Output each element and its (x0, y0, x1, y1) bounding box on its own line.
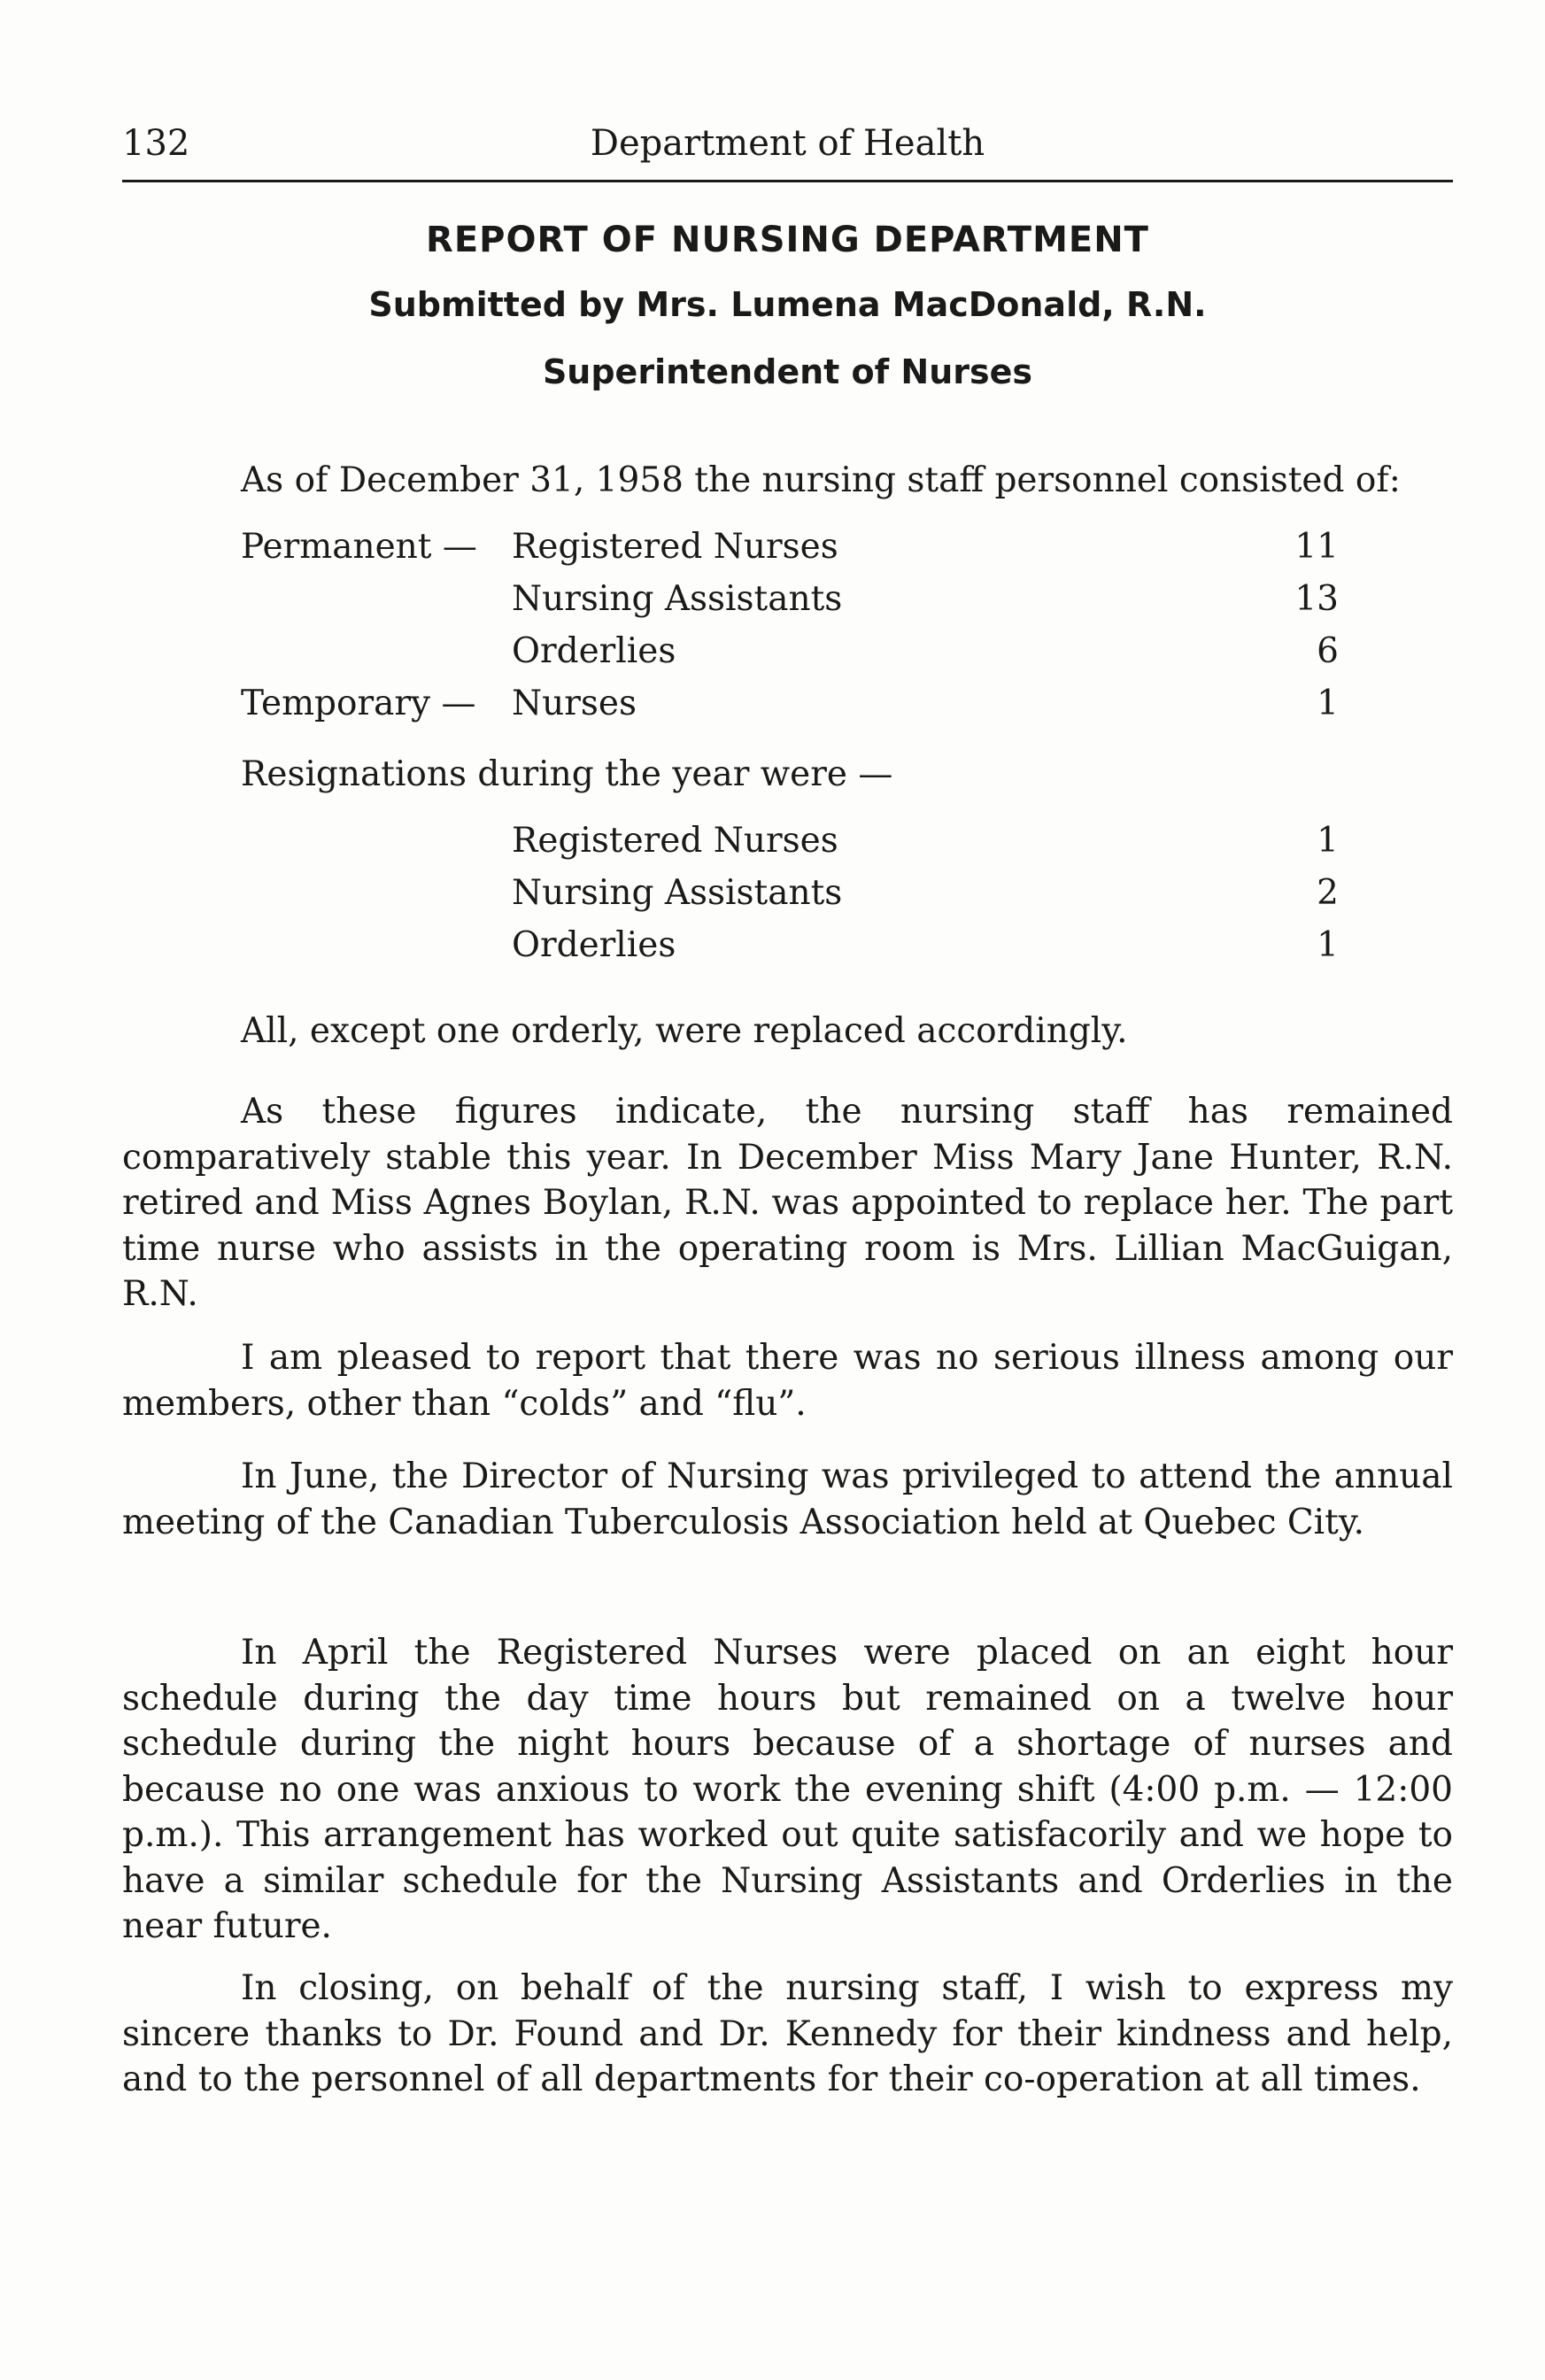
staff-row (241, 630, 1339, 682)
report-author: Submitted by Mrs. Lumena MacDonald, R.N. (368, 285, 1207, 324)
header-rule (122, 180, 1453, 182)
paragraph-health: I am pleased to report that there was no serious illness among our members, other than “colds” and “flu”. (122, 1338, 1453, 1424)
paragraph-meeting: In June, the Director of Nursing was privileged to attend the annual meeting of the Canadian Tuberculosis Association held at Quebec City. (122, 1457, 1453, 1542)
resignation-count: 2 (1317, 873, 1339, 913)
replaced-note: All, except one orderly, were replaced accordingly. (241, 1011, 1128, 1051)
staff-position: Registered Nurses (512, 527, 838, 567)
staff-row (241, 525, 1339, 577)
paragraph-schedule: In April the Registered Nurses were placed on an eight hour schedule during the day time hours but remained on a twelve hour schedule during the night hours because of a shortage of nurses and because no one was anxious to work the evening shift (4:00 p.m. — 12:00 p.m.). This arrangement has worked out quite satisfacorily and we hope to have a similar schedule for the Nursing Assistants and Orderlies in the near future. (122, 1633, 1453, 1946)
resignation-count: 1 (1317, 925, 1339, 965)
staff-count: 13 (1294, 579, 1339, 619)
staff-count: 1 (1317, 684, 1339, 723)
paragraph-staff-changes: As these figures indicate, the nursing staff has remained comparatively stable this year. In December Miss Mary Jane Hunter, R.N. retired and Miss Agnes Boylan, R.N. was appointed to replace her. The part time nurse who assists in the operating room is Mrs. Lillian MacGuigan, R.N. (122, 1092, 1453, 1314)
running-title: Department of Health (590, 123, 985, 164)
staff-position: Nurses (512, 684, 637, 723)
staff-count: 11 (1294, 527, 1339, 567)
resignations-label: Resignations during the year were — (241, 754, 893, 794)
resignations-table (241, 819, 1339, 976)
resignation-position: Registered Nurses (512, 821, 838, 861)
staff-category: Permanent — (241, 527, 477, 567)
resignation-position: Orderlies (512, 925, 676, 965)
resignation-row (241, 819, 1339, 871)
resignation-row (241, 923, 1339, 976)
staff-position: Orderlies (512, 631, 676, 671)
staff-row (241, 577, 1339, 630)
report-author-role: Superintendent of Nurses (542, 352, 1033, 391)
staff-table (241, 525, 1339, 734)
paragraph-closing: In closing, on behalf of the nursing staff, I wish to express my sincere thanks to Dr. Found and Dr. Kennedy for their kindness and help, and to the personnel of all departments for their co-operation at all times. (122, 1968, 1453, 2099)
report-title: REPORT OF NURSING DEPARTMENT (426, 220, 1149, 260)
page-number: 132 (122, 123, 190, 164)
staff-intro: As of December 31, 1958 the nursing staff personnel consisted of: (241, 460, 1401, 500)
staff-row (241, 682, 1339, 734)
staff-category: Temporary — (241, 684, 476, 723)
resignation-row (241, 871, 1339, 923)
resignation-count: 1 (1317, 821, 1339, 861)
running-header (122, 121, 1453, 166)
staff-position: Nursing Assistants (512, 579, 843, 619)
staff-count: 6 (1317, 631, 1339, 671)
resignation-position: Nursing Assistants (512, 873, 843, 913)
